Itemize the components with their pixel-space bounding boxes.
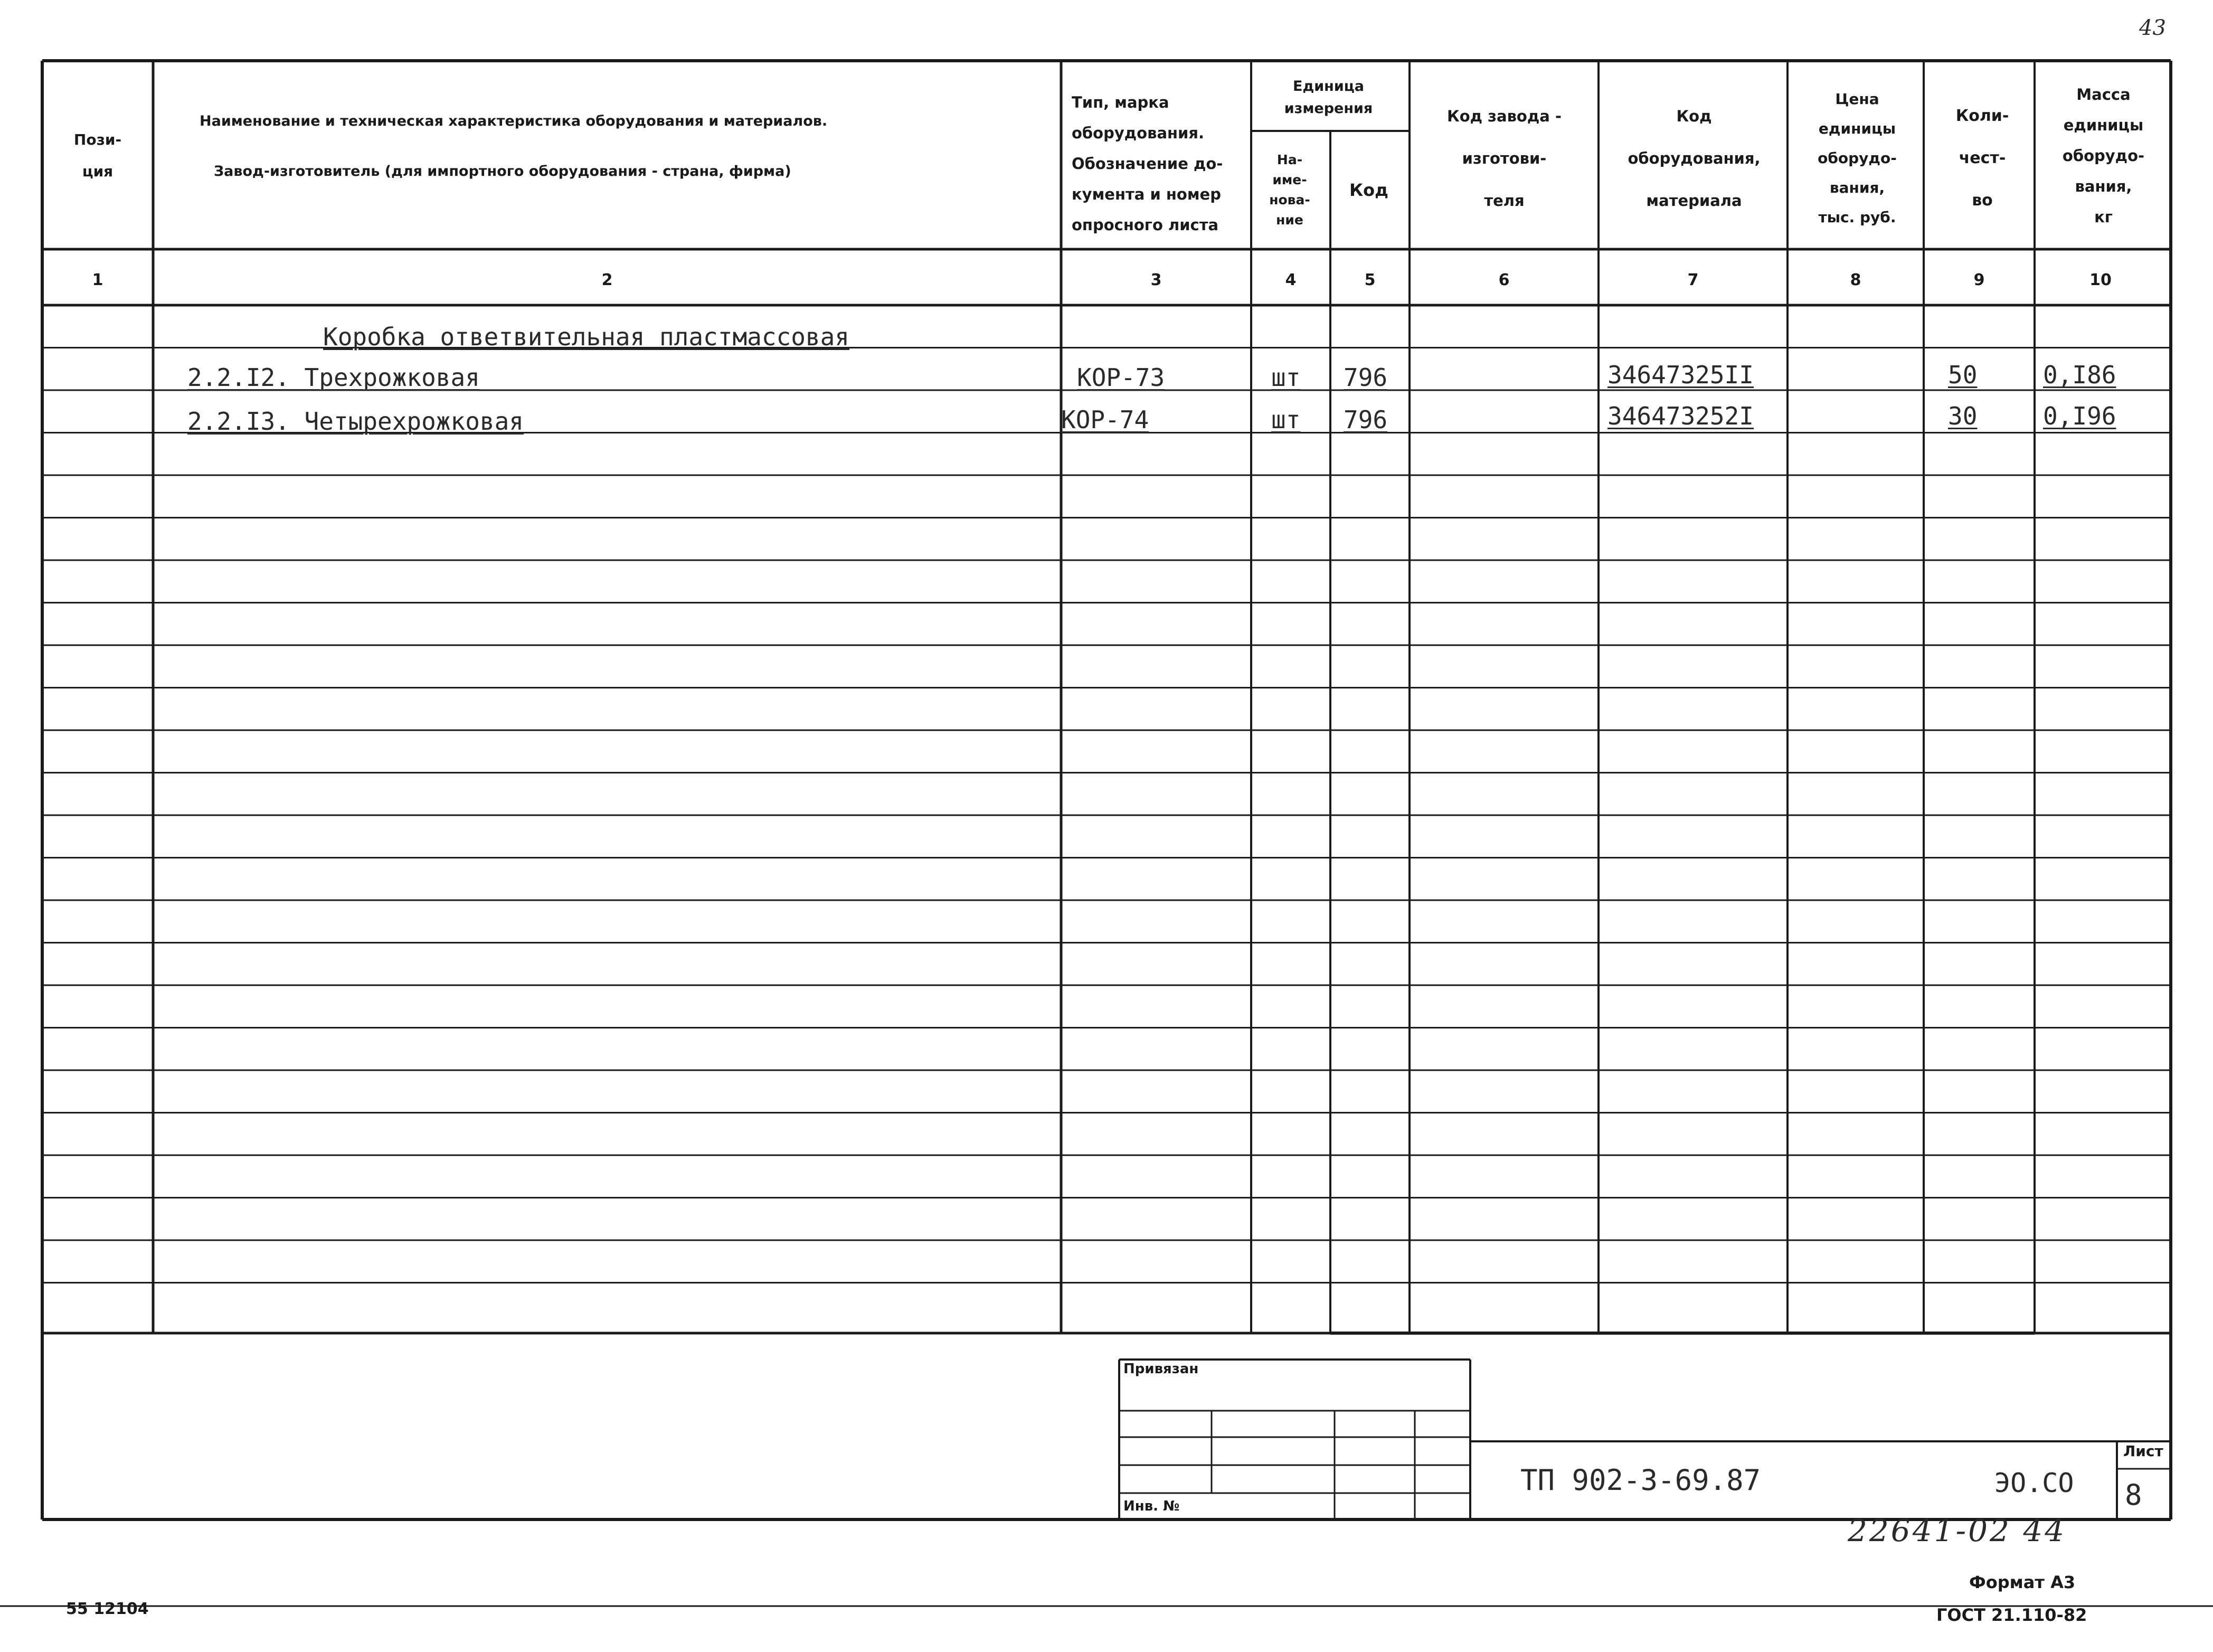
footer-format: Формат А3	[1969, 1572, 2076, 1592]
row-unit-code: 796	[1344, 405, 1388, 434]
row-name: 2.2.I3. Четырехрожковая	[187, 407, 524, 436]
row-name: 2.2.I2. Трехрожковая	[187, 363, 480, 392]
column-number-2: 2	[601, 270, 613, 289]
header-name-line1: Наименование и техническая характеристика оборудования и материалов.	[200, 113, 828, 129]
column-number-8: 8	[1850, 270, 1861, 289]
row-title: Коробка ответвительная пластмассовая	[323, 323, 849, 351]
header-unit-name: На- име- нова- ние	[1269, 152, 1310, 228]
header-name-line2: Завод-изготовитель (для импортного оборудования - страна, фирма)	[214, 163, 791, 180]
header-price: Цена единицы оборудо- вания, тыс. руб.	[1818, 90, 1897, 226]
header-quantity: Коли- чест- во	[1955, 107, 2009, 210]
row-unit-code: 796	[1344, 363, 1388, 392]
stamp-inv-number: Инв. №	[1123, 1498, 1180, 1514]
row-equipment-code: 34647325II	[1607, 361, 1754, 389]
column-number-6: 6	[1498, 270, 1510, 289]
row-type: КОР-74	[1061, 405, 1149, 434]
column-number-1: 1	[92, 270, 103, 289]
header-type: Тип, марка оборудования. Обозначение до- кумента и номер опросного листа	[1072, 93, 1223, 234]
header-equipment-code: Код оборудования, материала	[1628, 107, 1761, 210]
header-factory-code: Код завода - изготови- теля	[1447, 107, 1562, 210]
stamp-sheet-number: 8	[2125, 1478, 2142, 1512]
column-number-5: 5	[1364, 270, 1376, 289]
handwritten-number: 22641-02 44	[1848, 1513, 2067, 1549]
stamp-document-code: ТП 902-3-69.87	[1520, 1464, 1761, 1497]
corner-mark: 43	[2139, 16, 2166, 40]
row-type: КОР-73	[1077, 363, 1165, 392]
column-number-7: 7	[1687, 270, 1699, 289]
footer-left-code: 55 12104	[66, 1600, 149, 1618]
row-mass: 0,I86	[2043, 361, 2116, 389]
row-quantity: 30	[1948, 402, 1978, 430]
column-number-4: 4	[1285, 270, 1297, 289]
row-quantity: 50	[1948, 361, 1978, 389]
header-unit-group: Единица измерения	[1284, 78, 1373, 117]
column-number-3: 3	[1150, 270, 1162, 289]
row-equipment-code: 346473252I	[1607, 402, 1754, 430]
row-unit: шт	[1271, 405, 1301, 434]
column-number-9: 9	[1973, 270, 1985, 289]
stamp-privyazan: Привязан	[1123, 1361, 1199, 1377]
header-mass: Масса единицы оборудо- вания, кг	[2062, 86, 2145, 226]
column-number-10: 10	[2089, 270, 2112, 289]
row-unit: шт	[1271, 363, 1301, 392]
stamp-section: ЭО.СО	[1994, 1468, 2074, 1498]
stamp-sheet-label: Лист	[2123, 1442, 2163, 1460]
header-position: Пози- ция	[73, 131, 122, 180]
footer-gost: ГОСТ 21.110-82	[1936, 1605, 2087, 1625]
header-unit-code: Код	[1349, 180, 1388, 200]
row-mass: 0,I96	[2043, 402, 2116, 430]
